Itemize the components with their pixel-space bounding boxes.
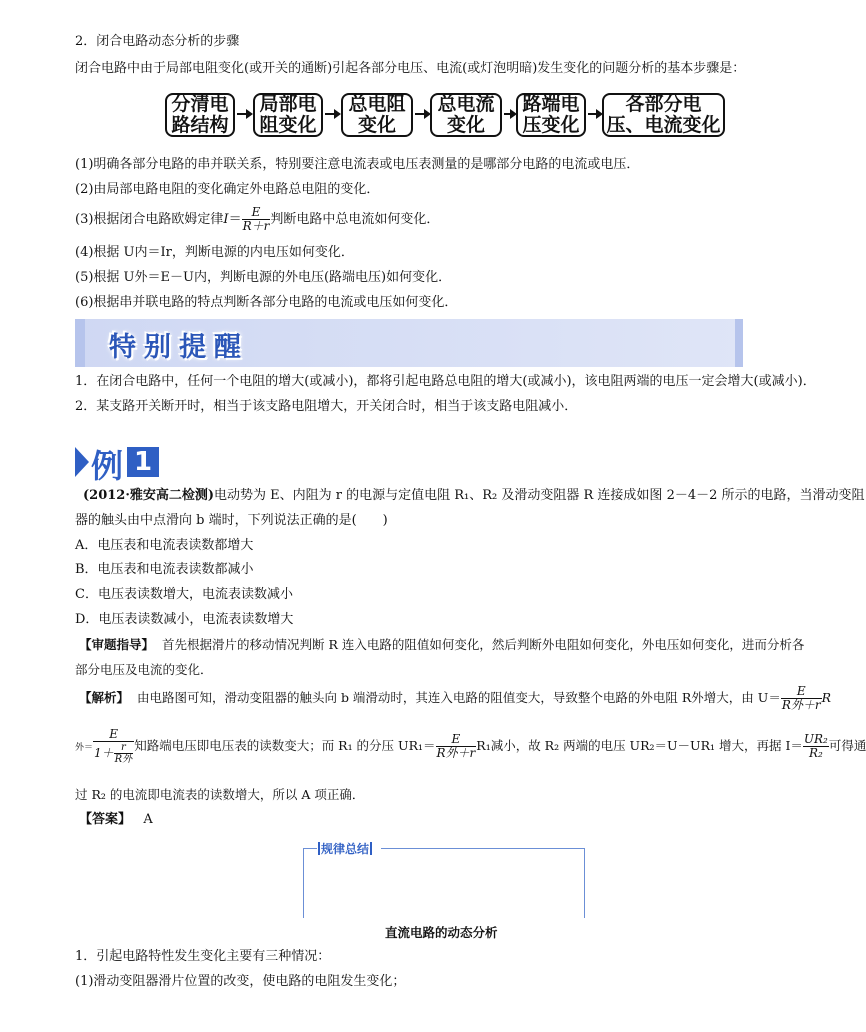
option-c: C．电压表读数增大，电流表读数减小 (75, 587, 293, 602)
banner-title: 特别提醒 (109, 332, 249, 363)
question-line-1: (2012·雅安高二检测)电动势为 E、内阻为 r 的电源与定值电阻 R₁、R₂ 及滑动变阻器 R 连接成如图 2－4－2 所示的电路，当滑动变阻 (83, 488, 865, 503)
flow-step-2: 局部电 阻变化 (253, 93, 323, 137)
fraction: E 1＋ $\frac{r}{\text{R外}}$ (94, 727, 133, 765)
answer-line: 【答案】 A (79, 812, 153, 827)
flow-step-3: 总电阻 变化 (341, 93, 413, 137)
flow-step-4: 总电流 变化 (430, 93, 502, 137)
fraction: $\frac{E}{\text{R外＋r}}$ (781, 684, 821, 712)
guide-line-2: 部分电压及电流的变化． (75, 662, 213, 677)
step-4: (4)根据 U内＝Ir，判断电源的内电压如何变化． (75, 245, 354, 260)
option-a: A．电压表和电流表读数都增大 (75, 538, 254, 553)
rule-summary-label: 规律总结 (318, 840, 372, 857)
triangle-icon (75, 447, 89, 477)
example-badge: 例 1 (75, 443, 159, 481)
flow-step-1: 分清电 路结构 (165, 93, 235, 137)
analysis-line-3: 过 R₂ 的电流即电流表的读数增大，所以 A 项正确． (75, 787, 365, 802)
flow-arrow (504, 113, 515, 115)
tip-2: 2．某支路开关断开时，相当于该支路电阻增大，开关闭合时，相当于该支路电阻减小． (75, 399, 578, 414)
banner-stripe (735, 319, 743, 367)
rule-summary-box (303, 840, 585, 918)
analysis-line-1: 【解析】 由电路图可知，滑动变阻器的触头向 b 端滑动时，其连入电路的阻值变大，导致整个电路的外电阻 R外增大，由 U＝ $\frac{E}{\text{R外＋r}}$ R (79, 684, 832, 712)
section-heading: 2．闭合电路动态分析的步骤 (75, 34, 240, 49)
question-line-2: 器的触头由中点滑向 b 端时，下列说法正确的是( ) (75, 513, 388, 528)
footer-line-2: (1)滑动变阻器滑片位置的改变，使电路的电阻发生变化； (75, 974, 406, 989)
special-reminder-banner (75, 319, 743, 367)
flow-step-5: 路端电 压变化 (516, 93, 586, 137)
intro-text: 闭合电路中由于局部电阻变化(或开关的通断)引起各部分电压、电流(或灯泡明暗)发生变化的问题分析的基本步骤是： (75, 61, 746, 76)
flow-chart (165, 93, 725, 143)
flow-arrow (415, 113, 429, 115)
rule-title: 直流电路的动态分析 (385, 925, 498, 940)
step-3: (3)根据闭合电路欧姆定律I＝ $\frac{E}{R+r}$ 判断电路中总电流如何变化． (75, 205, 440, 233)
step-1: (1)明确各部分电路的串并联关系，特别要注意电流表或电压表测量的是哪部分电路的电流或电压． (75, 157, 640, 172)
banner-stripe (75, 319, 85, 367)
tip-1: 1．在闭合电路中，任何一个电阻的增大(或减小)，都将引起电路总电阻的增大(或减小)，该电阻两端的电压一定会增大(或减小)． (75, 374, 816, 389)
option-d: D．电压表读数减小，电流表读数增大 (75, 612, 294, 627)
flow-step-6: 各部分电 压、电流变化 (602, 93, 725, 137)
flow-arrow (325, 113, 339, 115)
guide-line-1: 【审题指导】 首先根据滑片的移动情况判断 R 连入电路的阻值如何变化，然后判断外电阻如何变化，外电压如何变化，进而分析各 (79, 637, 805, 652)
analysis-line-2: 外＝ E 1＋ $\frac{r}{\text{R外}}$ 知路端电压即电压表的读数变大；而 R₁ 的分压 UR₁＝ $\frac{E}{\text{R外＋r}}$ R₁减小，故 R₂ 两端的电压 UR₂＝U－UR₁ 增大，再据 I＝ $\frac{\text{UR₂}}{\text{R₂}}$ 可得通 (75, 727, 866, 765)
ohm-fraction: $\frac{E}{R+r}$ (242, 205, 270, 233)
footer-line-1: 1．引起电路特性发生变化主要有三种情况： (75, 949, 331, 964)
fraction: $\frac{\text{UR₂}}{\text{R₂}}$ (803, 732, 828, 760)
fraction: $\frac{E}{\text{R外＋r}}$ (436, 732, 476, 760)
step-2: (2)由局部电路电阻的变化确定外电路总电阻的变化． (75, 182, 380, 197)
step-5: (5)根据 U外＝E－U内，判断电源的外电压(路端电压)如何变化． (75, 270, 452, 285)
step-6: (6)根据串并联电路的特点判断各部分电路的电流或电压如何变化． (75, 295, 458, 310)
flow-arrow (588, 113, 601, 115)
flow-arrow (237, 113, 251, 115)
option-b: B．电压表和电流表读数都减小 (75, 562, 254, 577)
